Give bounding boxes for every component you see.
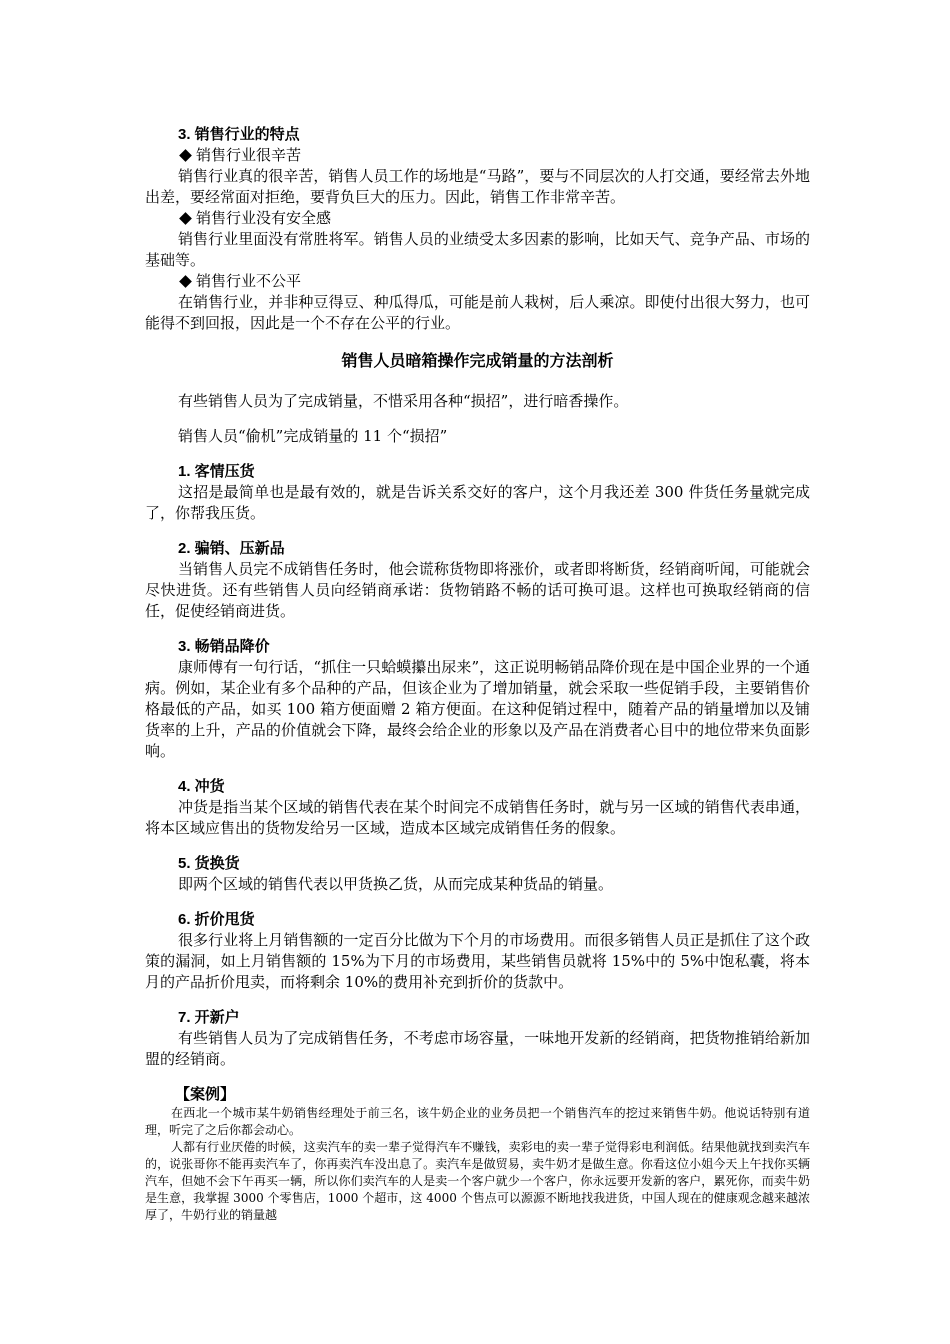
item-paragraph: 有些销售人员为了完成销售任务，不考虑市场容量，一味地开发新的经销商，把货物推销给新加盟的经销商。	[145, 1029, 810, 1068]
case-paragraph-2: 人都有行业厌倦的时候，这卖汽车的卖一辈子觉得汽车不赚钱，卖彩电的卖一辈子觉得彩电利润低。结果他就找到卖汽车的，说张哥你不能再卖汽车了，你再卖汽车没出息了。卖汽车是做贸易，卖牛奶才是做生意。你看这位小姐今天上午找你买辆汽车，但她不会下午再买一辆，所以你们卖汽车的人是卖一个客户就少一个客户，你永远要开发新的客户，累死你，而卖牛奶是生意，我掌握 3000 个零售店，1000 个超市，这 4000 个售点可以源源不断地找我进货，中国人现在的健康观念越来越浓厚了，牛奶行业的销量越	[145, 1140, 810, 1222]
paragraph: 销售行业里面没有常胜将军。销售人员的业绩受太多因素的影响，比如天气、竞争产品、市场的基础等。	[145, 230, 810, 269]
intro-paragraph-1: 有些销售人员为了完成销量，不惜采用各种“损招”，进行暗香操作。	[178, 392, 629, 410]
diamond-bullet-icon	[179, 275, 192, 288]
bullet-2-text: 销售行业没有安全感	[196, 209, 332, 227]
item-paragraph: 即两个区域的销售代表以甲货换乙货，从而完成某种货品的销量。	[178, 875, 614, 893]
case-paragraph-1: 在西北一个城市某牛奶销售经理处于前三名，该牛奶企业的业务员把一个销售汽车的挖过来销售牛奶。他说话特别有道理，听完了之后你都会动心。	[145, 1106, 810, 1137]
item-paragraph: 很多行业将上月销售额的一定百分比做为下个月的市场费用。而很多销售人员正是抓住了这个政策的漏洞，如上月销售额的 15%为下月的市场费用，某些销售员就将 15%中的 5%中饱私囊，将本月的产品折价甩卖，而将剩余 10%的费用补充到折价的货款中。	[145, 931, 810, 991]
bullet-2	[178, 208, 810, 229]
paragraph: 在销售行业，并非种豆得豆、种瓜得瓜，可能是前人栽树，后人乘凉。即使付出很大努力，也可能得不到回报，因此是一个不存在公平的行业。	[145, 293, 810, 332]
item-paragraph: 康师傅有一句行话，“抓住一只蛤蟆攥出尿来”，这正说明畅销品降价现在是中国企业界的一个通病。例如，某企业有多个品种的产品，但该企业为了增加销量，就会采取一些促销手段，主要销售价格最低的产品，如买 100 箱方便面赠 2 箱方便面。在这种促销过程中，随着产品的销量增加以及铺货率的上升，产品的价值就会下降，最终会给企业的形象以及产品在消费者心目中的地位带来负面影响。	[145, 658, 810, 760]
item-paragraph: 这招是最简单也是最有效的，就是告诉关系交好的客户，这个月我还差 300 件货任务量就完成了，你帮我压货。	[145, 483, 810, 522]
section-3-heading: 3. 销售行业的特点	[178, 126, 300, 143]
page-content	[145, 124, 810, 1224]
bullet-3	[178, 271, 810, 292]
bullet-3-text: 销售行业不公平	[196, 272, 302, 290]
case-heading: 【案例】	[175, 1086, 236, 1103]
bullet-1	[178, 145, 810, 166]
paragraph: 销售行业真的很辛苦，销售人员工作的场地是“马路”，要与不同层次的人打交通，要经常去外地出差，要经常面对拒绝，要背负巨大的压力。因此，销售工作非常辛苦。	[145, 167, 810, 206]
item-heading: 2. 骗销、压新品	[178, 540, 285, 557]
item-heading: 5. 货换货	[178, 855, 240, 872]
item-heading: 1. 客情压货	[178, 463, 255, 480]
article-title: 销售人员暗箱操作完成销量的方法剖析	[341, 353, 614, 370]
item-heading: 7. 开新户	[178, 1009, 240, 1026]
bullet-1-text: 销售行业很辛苦	[196, 146, 302, 164]
item-paragraph: 当销售人员完不成销售任务时，他会谎称货物即将涨价，或者即将断货，经销商听闻，可能就会尽快进货。还有些销售人员向经销商承诺：货物销路不畅的话可换可退。这样也可换取经销商的信任，促使经销商进货。	[145, 560, 810, 620]
intro-paragraph-2: 销售人员“偷机”完成销量的 11 个“损招”	[178, 427, 448, 445]
item-heading: 4. 冲货	[178, 778, 225, 795]
diamond-bullet-icon	[179, 149, 192, 162]
item-heading: 3. 畅销品降价	[178, 638, 270, 655]
item-paragraph: 冲货是指当某个区域的销售代表在某个时间完不成销售任务时，就与另一区域的销售代表串通，将本区域应售出的货物发给另一区域，造成本区域完成销售任务的假象。	[145, 798, 810, 837]
item-heading: 6. 折价甩货	[178, 911, 255, 928]
diamond-bullet-icon	[179, 212, 192, 225]
